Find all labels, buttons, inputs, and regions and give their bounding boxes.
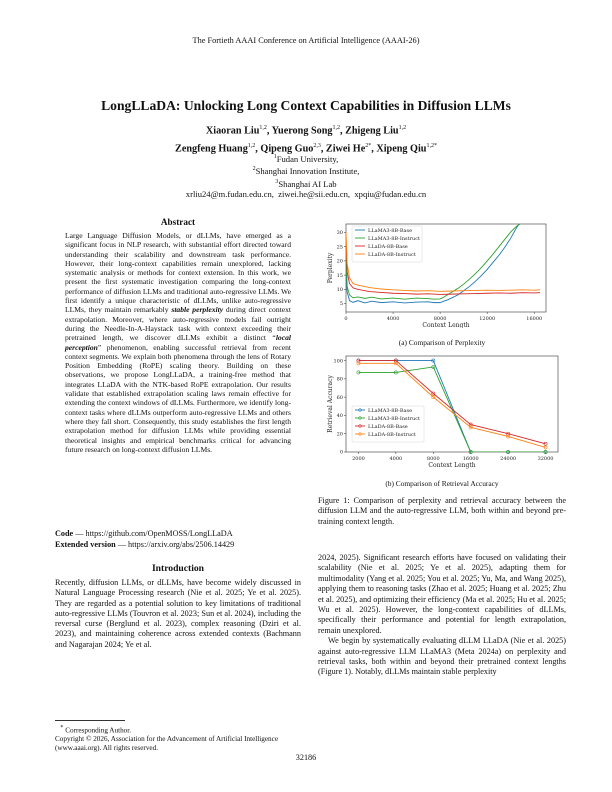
x-axis-label: Context Length — [422, 322, 470, 328]
author-line-2: Zengfeng Huang$^{1,2}$, Qipeng Guo$^{2,3}$, Ziwei $He^{2*}$, Xipeng Qiu$^{1,2*}$ — [175, 142, 437, 155]
y-tick-label: 20 — [336, 258, 343, 265]
affiliations — [60, 152, 552, 200]
legend-entry: LLaDA-8B-Instruct — [368, 251, 416, 258]
y-axis-label: Perplexity — [327, 252, 334, 284]
author-name: Zengfeng Huang — [175, 143, 248, 155]
abstract-emphasis-stable-perplexity: stable perplexity — [171, 305, 224, 315]
abstract-body: Large Language Diffusion Models, or dLLMs, have emerged as a significant focus in NLP research, with substantial effort directed toward understanding their scalability and downstream task performance. However, their long-context capabilities remain unexplored, lacking systematic analysis or methods for context extension. In this work, we present the first systematic investigation comparing the long-context performance of diffusion LLMs and traditional auto-regressive LLMs. We first identify a unique characteristic of dLLMs, unlike auto-regressive LLMs, they maintain remarkably stable perplexity during direct context extrapolation. Moreover, where auto-regressive models fail outright during the Needle-In-A-Haystack task with context exceeding their pretrained length, we discover dLLMs exhibit a distinct “local perception” phenomenon, enabling successful retrieval from recent context segments. We explain both phenomena through the lens of Rotary Position Embedding (RoPE) scaling theory. Building on these observations, we propose LongLLaDA, a training-free method that integrates LLaDA with the NTK-based RoPE extrapolation. Our results validate that established extrapolation scaling laws remain effective for extending the context windows of dLLMs. Furthermore, we identify long-context tasks where dLLMs outperform auto-regressive LLMs and others where they fall short. Consequently, this study establishes the first length extrapolation method for diffusion LLMs while providing essential theoretical insights and empirical benchmarks critical for advancing future research on long-context diffusion LLMs. — [65, 231, 292, 454]
legend-entry: LLaMA3-8B-Base — [368, 227, 413, 234]
x-tick-label: 8000 — [426, 456, 440, 462]
x-tick-label: 0 — [344, 316, 348, 322]
x-tick-label: 16000 — [462, 456, 479, 462]
paper-title: LongLLaDA: Unlocking Long Context Capabilities in Diffusion LLMs — [101, 98, 511, 113]
x-tick-label: 8000 — [433, 316, 447, 322]
figure-caption: Figure 1: Comparison of perplexity and retrieval accuracy between the diffusion LLM and the auto-regressive LLM, both within and beyond pre-training context length. — [318, 496, 566, 526]
y-tick-label: 0 — [339, 449, 343, 456]
corresponding-author-note: * Corresponding Author. — [60, 725, 132, 735]
code-link[interactable]: https://github.com/OpenMOSS/LongLLaDA — [85, 529, 233, 538]
y-tick-label: 60 — [336, 394, 343, 401]
page-number: 32186 — [295, 753, 317, 762]
author-name: Yuerong Song — [271, 125, 333, 137]
legend-entry: LLaMA3-8B-Base — [368, 407, 413, 414]
affiliation-2: $^2$Shanghai Innovation Institute, — [252, 166, 360, 177]
author-line-1: Xiaoran Liu$^{1,2}$, Yuerong Song$^{1,2}$, Zhigeng Liu$^{1,2}$ — [205, 125, 407, 137]
right-column-body — [318, 553, 566, 678]
legend-entry: LLaDA-8B-Base — [368, 243, 408, 250]
y-tick-label: 25 — [336, 244, 343, 251]
y-tick-label: 5 — [339, 301, 343, 308]
author-name: Ziwei He — [325, 143, 366, 155]
y-tick-label: 40 — [336, 413, 343, 420]
x-axis-label: Context Length — [428, 462, 476, 469]
y-tick-label: 80 — [336, 376, 343, 383]
code-link-line: Code — https://github.com/OpenMOSS/LongLLaDA — [55, 529, 233, 538]
y-tick-label: 15 — [336, 272, 343, 279]
x-tick-label: 16000 — [526, 316, 543, 322]
conference-header: The Fortieth AAAI Conference on Artificial Intelligence (AAAI-26) — [192, 36, 420, 45]
author-name: Xipeng Qiu — [376, 143, 427, 155]
retrieval-accuracy-chart — [318, 352, 566, 472]
links-block — [55, 528, 301, 550]
abstract-emphasis-local-perception: local perception — [65, 333, 291, 352]
introduction-heading: Introduction — [151, 563, 205, 574]
y-tick-label: 100 — [333, 358, 343, 365]
extended-version-link[interactable]: https://arxiv.org/abs/2506.14429 — [128, 540, 235, 549]
affiliation-1: $^1$Fudan University, — [273, 153, 339, 164]
x-tick-label: 4000 — [389, 456, 403, 462]
author-name: Qipeng Guo — [260, 143, 314, 155]
author-name: Xiaoran Liu — [205, 125, 260, 137]
perplexity-chart — [318, 220, 566, 328]
abstract-heading: Abstract — [160, 217, 196, 227]
legend-entry: LLaDA-8B-Instruct — [368, 431, 416, 438]
extended-version-line: Extended version — https://arxiv.org/abs/2506.14429 — [55, 540, 235, 549]
footnote-divider — [55, 720, 125, 721]
footnotes — [55, 724, 301, 753]
x-tick-label: 32000 — [537, 456, 554, 462]
legend-entry: LLaMA3-8B-Instruct — [368, 415, 421, 422]
author-name: Zhigeng Liu — [345, 125, 399, 137]
right-paragraph-1: 2024, 2025). Significant research efforts have focused on validating their scalability (Nie et al. 2025; Ye et al. 2025), adapting them for multimodality (Yang et al. 2025; You et al. 2025; Yu, Ma, and Wang 2025), applying them to reasoning tasks (Zhao et al. 2025; Huang et al. 2025; Zhu et al. 2025), and optimizing their efficiency (Ma et al. 2025; Hu et al. 2025; Wu et al. 2025). However, the long-context capabilities of dLLMs, specifically their performance and potential for length extrapolation, remain unexplored. — [318, 553, 566, 635]
introduction-body: Recently, diffusion LLMs, or dLLMs, have become widely discussed in Natural Language Processing research (Nie et al. 2025; Ye et al. 2025). They are regarded as a potential solution to key limitations of traditional auto-regressive LLMs (Touvron et al. 2023; Sun et al. 2024), including the reversal curse (Berglund et al. 2023), complex reasoning (Dziri et al. 2023), and maintaining coherence across extended contexts (Bachmann and Nagarajan 2024; Ye et al. — [55, 578, 301, 649]
legend-entry: LLaMA3-8B-Instruct — [368, 235, 421, 242]
y-axis-label: Retrieval Accuracy — [327, 375, 334, 433]
affiliation-3: $^3$Shanghai AI Lab — [275, 178, 337, 189]
author-emails: xrliu24@m.fudan.edu.cn, ziwei.he@sii.edu.cn, xpqiu@fudan.edu.cn — [185, 189, 427, 200]
x-tick-label: 2000 — [352, 456, 365, 462]
y-tick-label: 10 — [336, 286, 343, 293]
copyright-note: Copyright © 2026, Association for the Advancement of Artificial Intelligence (www.aaai.org). All rights reserved. — [55, 735, 279, 752]
y-tick-label: 30 — [336, 230, 343, 237]
right-paragraph-2: We begin by systematically evaluating dLLM LLaDA (Nie et al. 2025) against auto-regressive LLM LLaMA3 (Meta 2024a) on perplexity and retrieval tasks, both within and beyond their pretrained context lengths (Figure 1). Notably, dLLMs maintain stable perplexity — [318, 636, 566, 677]
legend-entry: LLaDA-8B-Base — [368, 423, 408, 430]
y-tick-label: 20 — [336, 431, 343, 438]
subfigure-caption-a: (a) Comparison of Perplexity — [398, 338, 486, 347]
subfigure-caption-b: (b) Comparison of Retrieval Accuracy — [385, 479, 499, 488]
x-tick-label: 24000 — [500, 456, 517, 462]
x-tick-label: 12000 — [479, 316, 496, 322]
x-tick-label: 4000 — [386, 316, 400, 322]
